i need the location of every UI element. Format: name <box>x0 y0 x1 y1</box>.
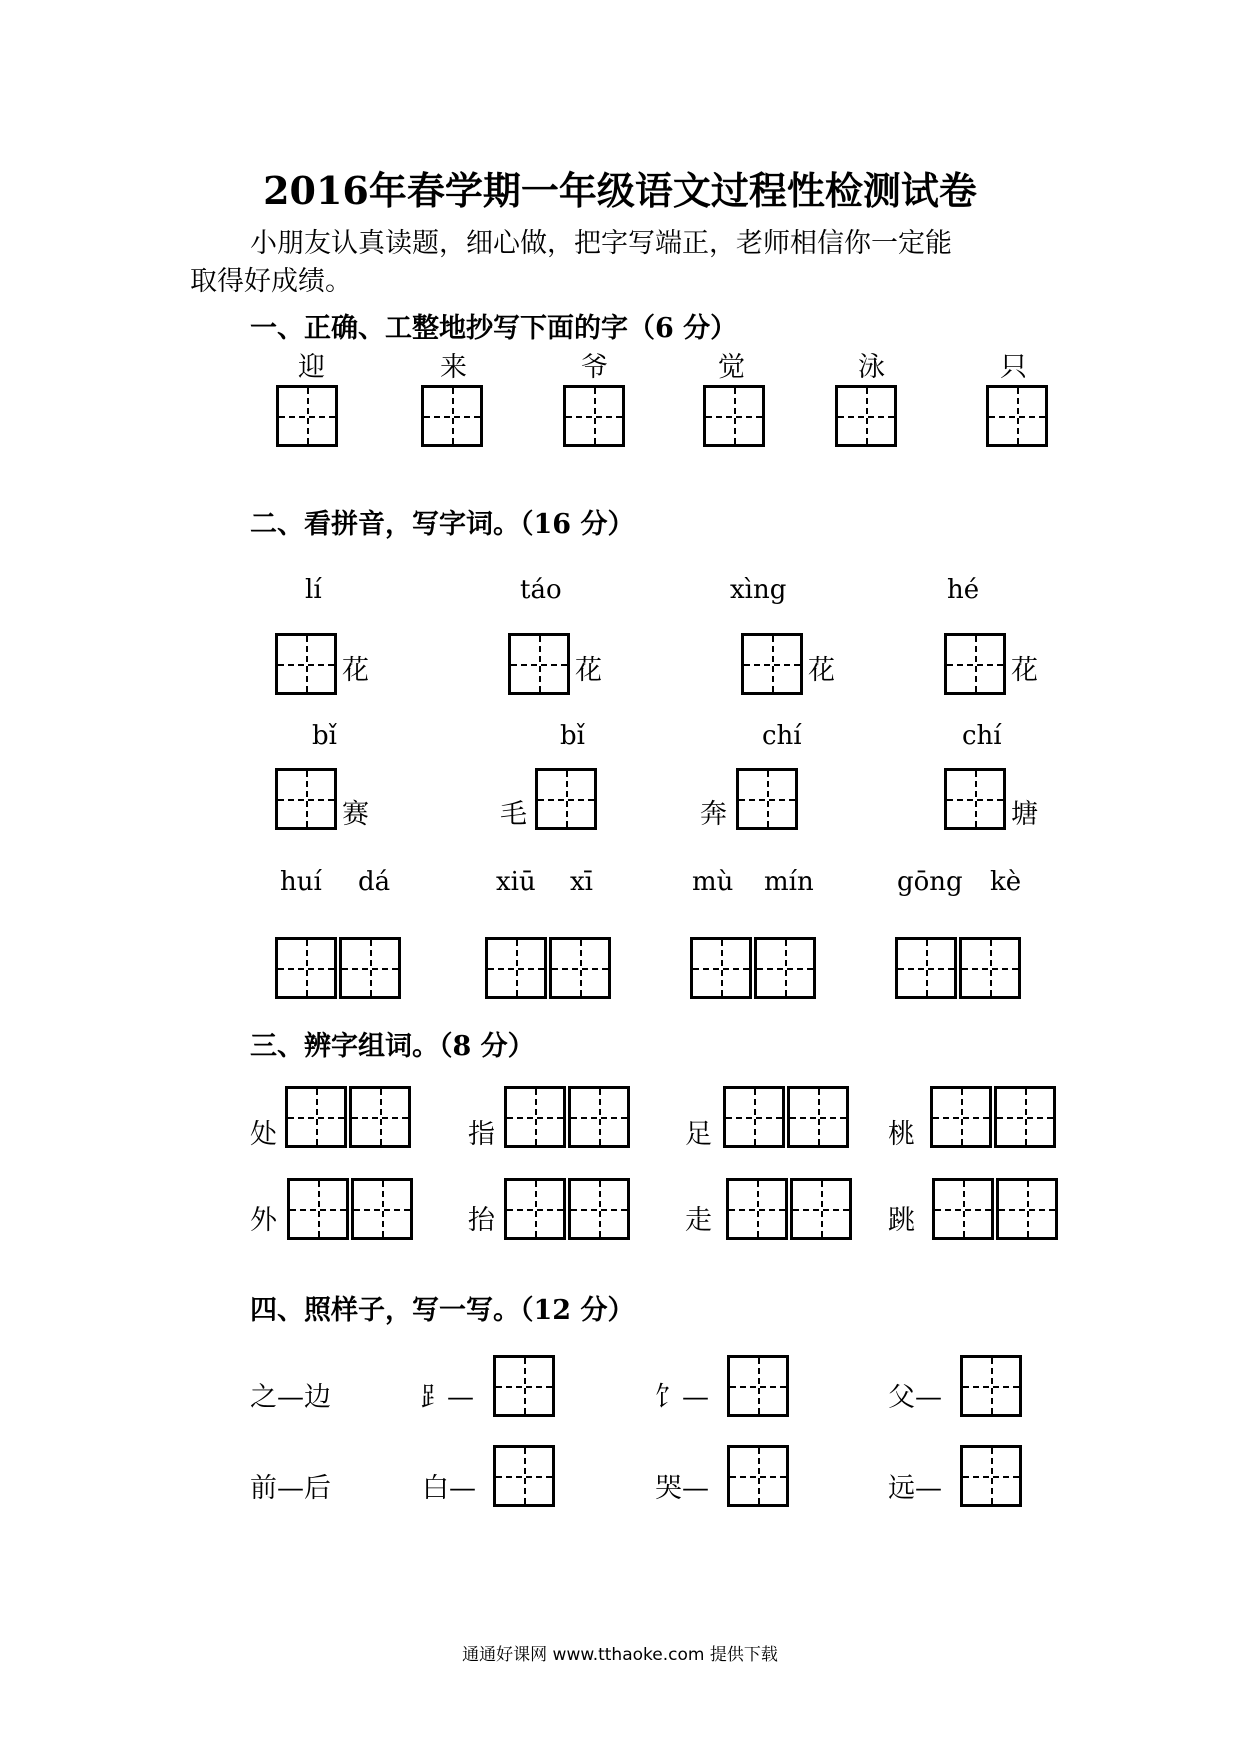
writing-box[interactable] <box>339 937 401 999</box>
writing-box[interactable] <box>703 385 765 447</box>
writing-box[interactable] <box>895 937 957 999</box>
pinyin: mín <box>764 867 814 897</box>
writing-box[interactable] <box>504 1178 566 1240</box>
given-char: 塘 <box>1011 799 1038 830</box>
antonym-prompt: 哭— <box>655 1473 709 1504</box>
pinyin: lí <box>305 575 322 605</box>
antonym-prompt: 远— <box>888 1473 942 1504</box>
writing-box[interactable] <box>944 768 1006 830</box>
given-char: 花 <box>1011 655 1038 686</box>
given-char: 奔 <box>700 799 727 830</box>
example-pair: 前—后 <box>250 1473 331 1504</box>
intro-line-2: 取得好成绩。 <box>190 266 352 297</box>
pinyin: kè <box>990 867 1022 897</box>
writing-box[interactable] <box>960 1355 1022 1417</box>
writing-box[interactable] <box>787 1086 849 1148</box>
writing-box[interactable] <box>960 1445 1022 1507</box>
pinyin: bǐ <box>560 721 585 751</box>
copy-char-3: 爷 <box>581 352 608 383</box>
writing-box[interactable] <box>994 1086 1056 1148</box>
antonym-prompt: 白— <box>422 1473 476 1504</box>
given-char: 指 <box>468 1119 495 1150</box>
writing-box[interactable] <box>421 385 483 447</box>
copy-char-1: 迎 <box>298 352 325 383</box>
given-char: 赛 <box>342 799 369 830</box>
copy-char-6: 只 <box>1000 352 1027 383</box>
copy-char-4: 觉 <box>718 352 745 383</box>
writing-box[interactable] <box>754 937 816 999</box>
copy-char-5: 泳 <box>858 352 885 383</box>
writing-box[interactable] <box>727 1445 789 1507</box>
writing-box[interactable] <box>835 385 897 447</box>
section-4-heading: 四、照样子，写一写。（12 分） <box>250 1295 635 1326</box>
example-pair: 之—边 <box>250 1382 331 1413</box>
given-char: 走 <box>685 1205 712 1236</box>
writing-box[interactable] <box>959 937 1021 999</box>
writing-box[interactable] <box>504 1086 566 1148</box>
writing-box[interactable] <box>493 1355 555 1417</box>
radical-prompt: 饣— <box>655 1382 709 1413</box>
pinyin: bǐ <box>312 721 337 751</box>
writing-box[interactable] <box>932 1178 994 1240</box>
given-char: 抬 <box>468 1205 495 1236</box>
given-char: 外 <box>250 1205 277 1236</box>
writing-box[interactable] <box>568 1178 630 1240</box>
writing-box[interactable] <box>736 768 798 830</box>
given-char: 花 <box>808 655 835 686</box>
writing-box[interactable] <box>944 633 1006 695</box>
section-1-heading: 一、正确、工整地抄写下面的字（6 分） <box>250 313 738 344</box>
pinyin: dá <box>358 867 391 897</box>
writing-box[interactable] <box>568 1086 630 1148</box>
writing-box[interactable] <box>690 937 752 999</box>
pinyin: mù <box>692 867 734 897</box>
writing-box[interactable] <box>535 768 597 830</box>
given-char: 花 <box>342 655 369 686</box>
writing-box[interactable] <box>493 1445 555 1507</box>
writing-box[interactable] <box>351 1178 413 1240</box>
writing-box[interactable] <box>285 1086 347 1148</box>
given-char: 跳 <box>888 1205 915 1236</box>
pinyin: táo <box>520 575 562 605</box>
given-char: 处 <box>250 1119 277 1150</box>
pinyin: xìng <box>730 575 787 605</box>
writing-box[interactable] <box>508 633 570 695</box>
writing-box[interactable] <box>275 633 337 695</box>
given-char: 桃 <box>888 1119 915 1150</box>
writing-box[interactable] <box>723 1086 785 1148</box>
writing-box[interactable] <box>549 937 611 999</box>
writing-box[interactable] <box>287 1178 349 1240</box>
pinyin: xī <box>570 867 593 897</box>
writing-box[interactable] <box>275 768 337 830</box>
section-2-heading: 二、看拼音，写字词。（16 分） <box>250 509 635 540</box>
writing-box[interactable] <box>726 1178 788 1240</box>
pinyin: huí <box>280 867 322 897</box>
writing-box[interactable] <box>790 1178 852 1240</box>
writing-box[interactable] <box>485 937 547 999</box>
writing-box[interactable] <box>986 385 1048 447</box>
radical-prompt: 父— <box>888 1382 942 1413</box>
pinyin: gōng <box>897 867 963 897</box>
section-3-heading: 三、辨字组词。（8 分） <box>250 1031 535 1062</box>
writing-box[interactable] <box>996 1178 1058 1240</box>
given-char: 足 <box>685 1119 712 1150</box>
writing-box[interactable] <box>276 385 338 447</box>
writing-box[interactable] <box>275 937 337 999</box>
pinyin: chí <box>962 721 1002 751</box>
pinyin: hé <box>947 575 980 605</box>
writing-box[interactable] <box>563 385 625 447</box>
writing-box[interactable] <box>741 633 803 695</box>
given-char: 毛 <box>500 799 527 830</box>
writing-box[interactable] <box>727 1355 789 1417</box>
pinyin: xiū <box>496 867 536 897</box>
copy-char-2: 来 <box>440 352 467 383</box>
given-char: 花 <box>575 655 602 686</box>
writing-box[interactable] <box>930 1086 992 1148</box>
writing-box[interactable] <box>349 1086 411 1148</box>
page-title: 2016年春学期一年级语文过程性检测试卷 <box>263 168 977 213</box>
pinyin: chí <box>762 721 802 751</box>
footer-credit: 通通好课网 www.tthaoke.com 提供下载 <box>462 1645 778 1665</box>
intro-line-1: 小朋友认真读题，细心做，把字写端正，老师相信你一定能 <box>250 228 952 259</box>
radical-prompt: ⻊— <box>420 1382 474 1413</box>
